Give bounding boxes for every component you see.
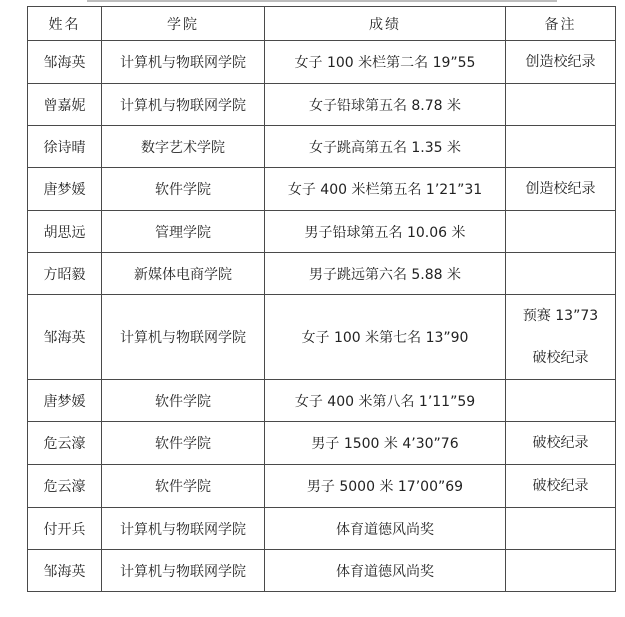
table-row	[28, 465, 616, 508]
note-line: 预赛 13”73	[522, 308, 599, 324]
cell-result: 男子 5000 米 17’00”69	[265, 465, 506, 508]
table-row	[28, 168, 616, 211]
cell-college: 软件学院	[102, 168, 265, 211]
header-row	[28, 7, 616, 41]
note-line: 破校纪录	[532, 435, 589, 451]
cell-note	[506, 168, 616, 211]
table-row	[28, 295, 616, 380]
table-row	[28, 380, 616, 422]
table-row	[28, 126, 616, 168]
cell-name: 邹海英	[28, 550, 102, 592]
cell-college: 计算机与物联网学院	[102, 84, 265, 126]
cell-result: 体育道德风尚奖	[265, 508, 506, 550]
table-row	[28, 211, 616, 253]
table-row	[28, 508, 616, 550]
cell-name: 危云濠	[28, 422, 102, 465]
cell-result: 女子跳高第五名 1.35 米	[265, 126, 506, 168]
header-note: 备注	[506, 7, 616, 41]
cell-note	[506, 211, 616, 253]
cell-name: 危云濠	[28, 465, 102, 508]
note-line: 破校纪录	[532, 350, 589, 366]
cell-name: 方昭毅	[28, 253, 102, 295]
cell-college: 软件学院	[102, 380, 265, 422]
table-row	[28, 550, 616, 592]
cell-college: 管理学院	[102, 211, 265, 253]
cell-college: 计算机与物联网学院	[102, 508, 265, 550]
cell-college: 新媒体电商学院	[102, 253, 265, 295]
cell-note	[506, 422, 616, 465]
header-college: 学院	[102, 7, 265, 41]
cell-note	[506, 126, 616, 168]
cell-note	[506, 41, 616, 84]
cell-result: 男子跳远第六名 5.88 米	[265, 253, 506, 295]
cell-name: 邹海英	[28, 41, 102, 84]
cell-name: 唐梦媛	[28, 380, 102, 422]
cell-name: 付开兵	[28, 508, 102, 550]
cell-result: 女子 400 米栏第五名 1’21”31	[265, 168, 506, 211]
cell-note	[506, 465, 616, 508]
cell-college: 数字艺术学院	[102, 126, 265, 168]
note-line: 创造校纪录	[525, 181, 596, 197]
cell-note	[506, 84, 616, 126]
top-border-fragment	[87, 0, 557, 2]
table-body	[28, 41, 616, 592]
cell-name: 胡思远	[28, 211, 102, 253]
cell-college: 计算机与物联网学院	[102, 295, 265, 380]
table-row	[28, 84, 616, 126]
cell-result: 男子 1500 米 4’30”76	[265, 422, 506, 465]
table-row	[28, 253, 616, 295]
note-line: 破校纪录	[532, 478, 589, 494]
cell-name: 唐梦媛	[28, 168, 102, 211]
cell-result: 男子铅球第五名 10.06 米	[265, 211, 506, 253]
cell-result: 女子 100 米第七名 13”90	[265, 295, 506, 380]
cell-result: 体育道德风尚奖	[265, 550, 506, 592]
table-row	[28, 41, 616, 84]
results-table	[27, 6, 616, 592]
cell-name: 曾嘉妮	[28, 84, 102, 126]
cell-note	[506, 550, 616, 592]
cell-college: 计算机与物联网学院	[102, 550, 265, 592]
table-row	[28, 422, 616, 465]
cell-college: 计算机与物联网学院	[102, 41, 265, 84]
note-line: 创造校纪录	[525, 54, 596, 70]
cell-note	[506, 253, 616, 295]
cell-name: 徐诗晴	[28, 126, 102, 168]
cell-result: 女子 400 米第八名 1’11”59	[265, 380, 506, 422]
cell-result: 女子 100 米栏第二名 19”55	[265, 41, 506, 84]
header-name: 姓名	[28, 7, 102, 41]
cell-note	[506, 380, 616, 422]
cell-note	[506, 295, 616, 380]
header-result: 成绩	[265, 7, 506, 41]
cell-note	[506, 508, 616, 550]
cell-result: 女子铅球第五名 8.78 米	[265, 84, 506, 126]
cell-college: 软件学院	[102, 465, 265, 508]
cell-college: 软件学院	[102, 422, 265, 465]
cell-name: 邹海英	[28, 295, 102, 380]
